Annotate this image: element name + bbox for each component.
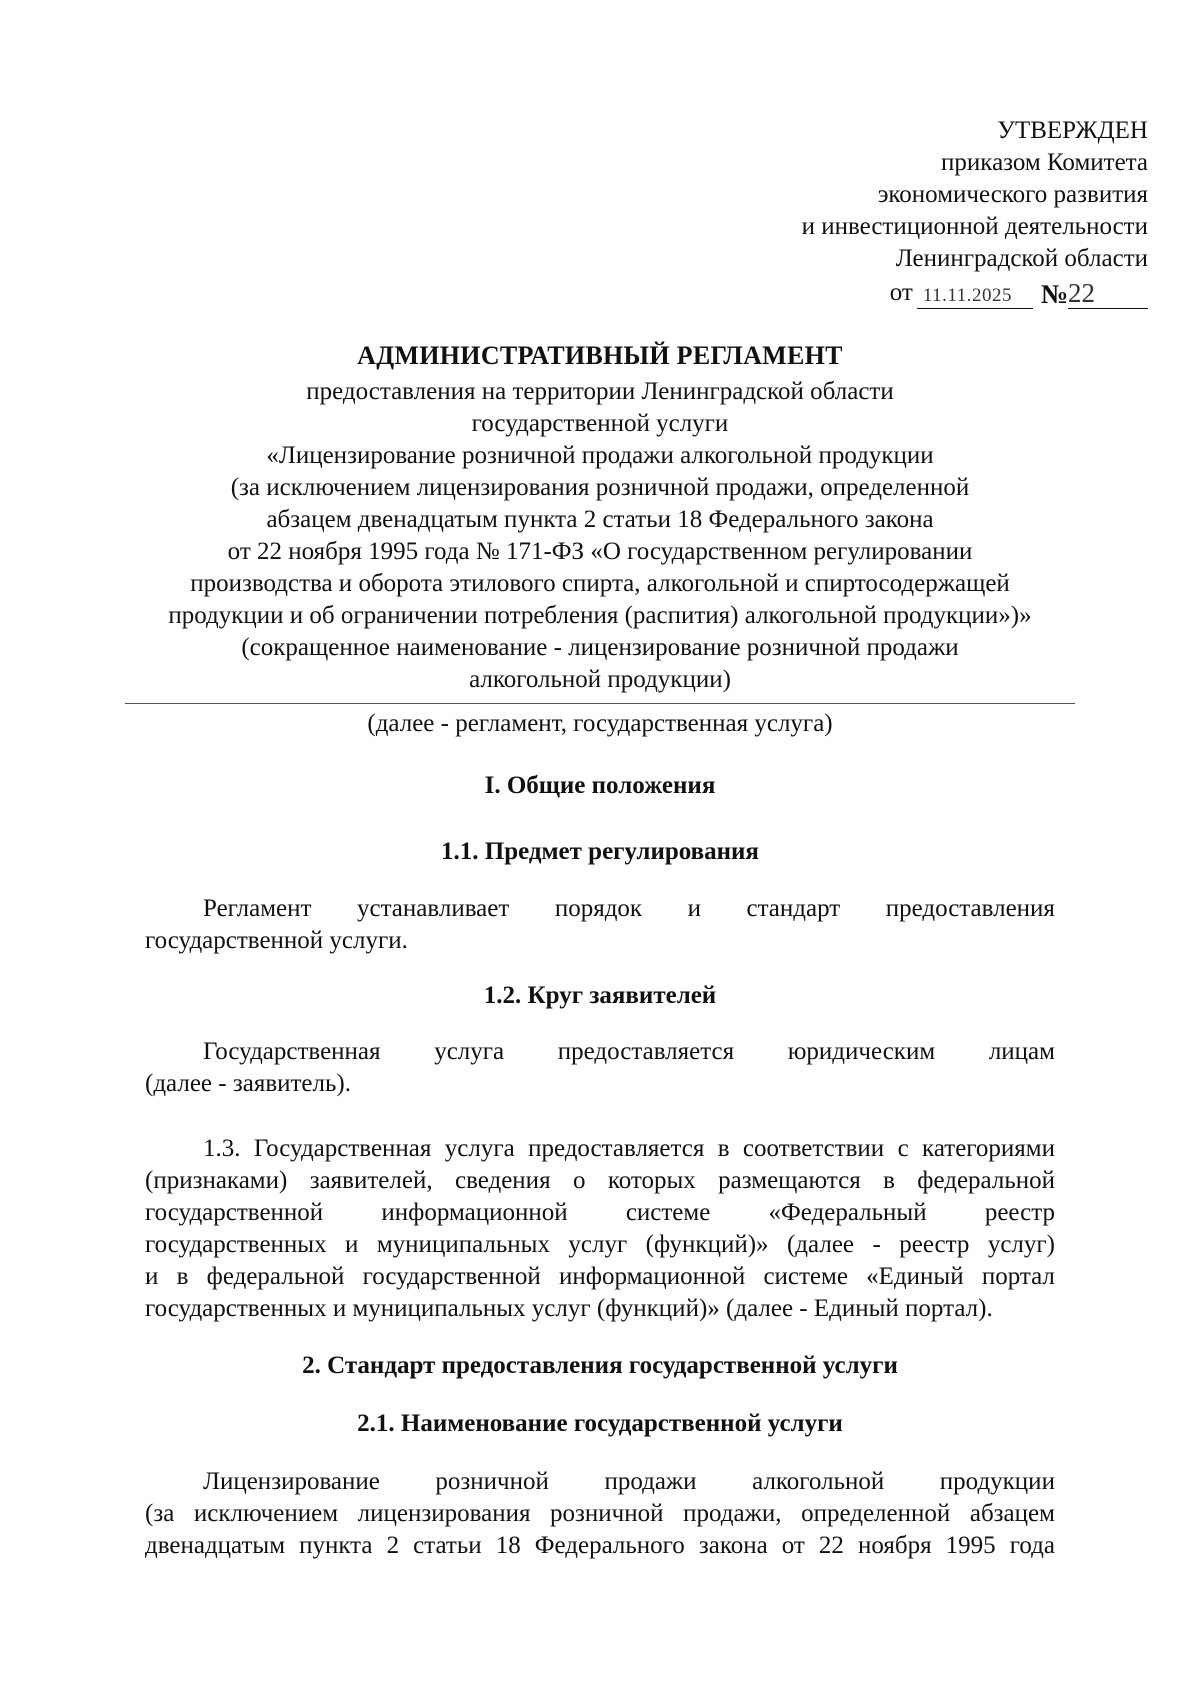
approval-committee-1: экономического развития [877,181,1148,208]
word: порядок [554,895,643,922]
word: о [572,1167,586,1194]
word: предоставляется [528,1135,705,1162]
word: портал [981,1263,1055,1290]
approval-date-number [890,275,1148,309]
paragraph-line [145,1165,1055,1197]
title-line: производства и оборота этилового спирта, алкогольной и спиртосодержащей [190,570,1010,597]
word: муниципальных [376,1231,550,1258]
paragraph-1-2 [145,1036,1055,1100]
word: в [883,1167,895,1194]
title-line: (сокращенное наименование - лицензирование розничной продажи [241,634,959,661]
word: государственной [362,1263,541,1290]
line-text: государственной услуги. [145,927,408,954]
approval-region: Ленинградской области [895,245,1148,272]
word: 18 [495,1532,521,1559]
title-line: предоставления на территории Ленинградской области [306,378,894,405]
word: розничной [550,1500,664,1527]
paragraph-2-1 [145,1466,1055,1562]
word: 22 [818,1532,844,1559]
word: сведения [454,1167,551,1194]
word: предоставления [885,895,1055,922]
word: федеральной [917,1167,1055,1194]
subsection-1-1-heading: 1.1. Предмет регулирования [441,838,759,865]
word: которых [607,1167,696,1194]
title-block [150,340,1050,696]
paragraph-line [145,1229,1055,1261]
word: (за [145,1500,175,1527]
word: размещаются [718,1167,861,1194]
word: определенной [801,1500,951,1527]
word: в [717,1135,730,1162]
approval-order: приказом Комитета [941,149,1148,176]
paragraph-1-1 [145,893,1055,957]
from-label: от [889,279,913,306]
subsection-1-2-heading: 1.2. Круг заявителей [483,982,717,1009]
word: (функций)» [645,1231,769,1258]
paragraph-line [145,1133,1055,1165]
word: информационной [381,1199,568,1226]
word: «Федеральный [768,1199,927,1226]
title-abbreviation: (далее - регламент, государственная услуга) [367,710,833,737]
word: статьи [413,1532,482,1559]
word: лицензирования [357,1500,531,1527]
word: - [872,1231,881,1258]
word: в [176,1263,189,1290]
paragraph-line [145,1197,1055,1229]
subsection-2-1-heading: 2.1. Наименование государственной услуги [357,1410,843,1437]
word: Федерального [534,1532,685,1559]
word: лицам [988,1038,1055,1065]
word: 2 [386,1532,400,1559]
approval-block [628,115,1148,309]
paragraph-line [145,1293,1055,1325]
word: продажи [604,1468,697,1495]
title-line: (за исключением лицензирования розничной продажи, определенной [230,474,970,501]
word: системе [763,1263,848,1290]
word: системе [625,1199,711,1226]
word: федеральной [206,1263,345,1290]
word: (признаками) [145,1167,288,1194]
line-text: (далее - заявитель). [145,1070,351,1097]
word: абзацем [969,1500,1055,1527]
word: соответствии [742,1135,885,1162]
word: реестр [899,1231,970,1258]
title-line: «Лицензирование розничной продажи алкогольной продукции [266,442,934,469]
word: Государственная [203,1038,381,1065]
word: услуг) [987,1231,1055,1258]
order-number: 22 [1068,278,1148,309]
word: заявителей, [309,1167,433,1194]
word: (далее [786,1231,855,1258]
word: услуга [434,1038,505,1065]
title-line: государственной услуги [471,410,729,437]
word: закона [698,1532,768,1559]
word: 1995 [945,1532,996,1559]
word: «Единый [866,1263,964,1290]
word: Лицензирование [203,1468,380,1495]
word: с [897,1135,909,1162]
word: и [687,895,701,922]
section-2-heading: 2. Стандарт предоставления государственной услуги [302,1352,898,1379]
approval-status: УТВЕРЖДЕН [997,117,1148,144]
section-1-heading: I. Общие положения [484,772,716,799]
paragraph-1-3 [145,1133,1055,1325]
paragraph-line [145,1068,1055,1100]
word: и [145,1263,159,1290]
word: услуга [444,1135,515,1162]
word: исключением [193,1500,339,1527]
word: информационной [559,1263,746,1290]
word: услуг [568,1231,628,1258]
word: предоставляется [557,1038,735,1065]
word: ноября [857,1532,932,1559]
word: года [1009,1532,1055,1559]
title-line: продукции и об ограничении потребления (распития) алкогольной продукции»)» [168,602,1032,629]
word: пункта [299,1532,373,1559]
word: от [781,1532,805,1559]
paragraph-line [145,893,1055,925]
word: розничной [435,1468,549,1495]
word: 1.3. [203,1135,241,1162]
word: алкогольной [752,1468,885,1495]
word: Регламент [203,895,312,922]
title-line: алкогольной продукции) [469,666,731,693]
word: стандарт [746,895,841,922]
word: юридическим [787,1038,936,1065]
word: категориями [922,1135,1055,1162]
number-label: № [1040,279,1068,309]
document-title: АДМИНИСТРАТИВНЫЙ РЕГЛАМЕНТ [357,341,843,370]
word: двенадцатым [145,1532,286,1559]
line-text: государственных и муниципальных услуг (функций)» (далее - Единый портал). [145,1295,993,1322]
word: государственной [145,1199,324,1226]
paragraph-line [145,925,1055,957]
word: устанавливает [356,895,510,922]
approval-committee-2: и инвестиционной деятельности [801,213,1148,240]
word: продукции [939,1468,1055,1495]
paragraph-line [145,1261,1055,1293]
title-line: абзацем двенадцатым пункта 2 статьи 18 Федерального закона [266,506,934,533]
paragraph-line [145,1498,1055,1530]
title-divider [125,703,1075,704]
word: реестр [984,1199,1055,1226]
order-date: 11.11.2025 [917,284,1033,309]
paragraph-line [145,1530,1055,1562]
word: и [345,1231,359,1258]
word: государственных [145,1231,327,1258]
paragraph-line [145,1466,1055,1498]
word: Государственная [253,1135,432,1162]
paragraph-line [145,1036,1055,1068]
title-line: от 22 ноября 1995 года № 171-ФЗ «О государственном регулировании [227,538,973,565]
word: продажи, [683,1500,782,1527]
